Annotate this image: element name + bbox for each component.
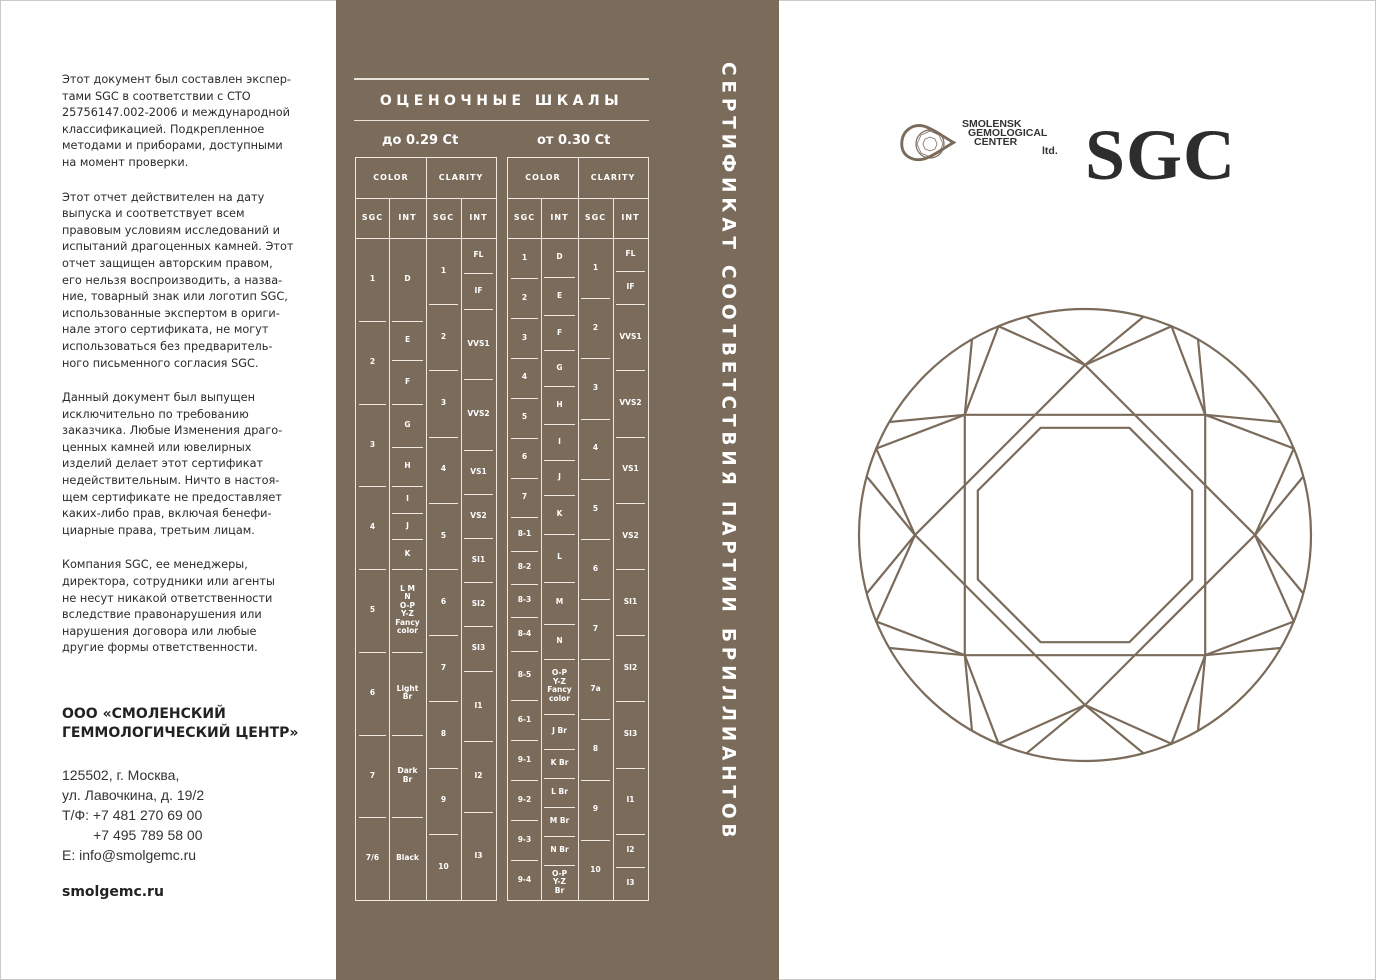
color-sgc-cell: 7 — [369, 770, 376, 780]
color-int-cell: J Br — [552, 726, 567, 736]
legal-text-column — [62, 72, 324, 675]
color-int-cell: L M N O-P Y-Z Fancy color — [395, 583, 420, 636]
color-int-cell: D — [556, 252, 563, 262]
color-header: COLOR — [525, 172, 561, 182]
upper-girdle-facet — [889, 648, 972, 731]
color-sgc-cell: 5 — [369, 605, 376, 615]
clarity-int-cell: VVS2 — [467, 409, 490, 419]
clarity-sgc-cell: 6 — [440, 596, 447, 606]
color-int-cell: I — [558, 436, 561, 446]
color-sgc-cell: 4 — [521, 372, 528, 382]
clarity-sgc-cell: 3 — [592, 383, 599, 393]
clarity-sgc-cell: 10 — [590, 864, 601, 874]
clarity-int-cell: VS2 — [622, 530, 639, 540]
color-sgc-cell: 9-3 — [517, 834, 532, 844]
heading-over-030ct: от 0.30 Ct — [537, 133, 611, 148]
color-sgc-cell: 7 — [521, 492, 528, 502]
clarity-int-cell: I1 — [626, 795, 635, 805]
legal-paragraph-1: Этот документ был составлен экспер- тами SGC в соответствии с СТО 25756147.002-2006 и международной классификацией. Подкрепленное методами и приборами, доступными на момент проверки. — [62, 73, 291, 169]
color-sgc-cell: 6 — [369, 687, 376, 697]
clarity-sgc-cell: 9 — [440, 795, 447, 805]
color-int-cell: O-P Y-Z Fancy color — [547, 668, 572, 703]
color-header: COLOR — [373, 172, 409, 182]
weight-headings — [354, 121, 649, 157]
color-int-cell: D — [404, 274, 411, 284]
logo-line-1: SMOLENSK — [962, 118, 1022, 130]
color-sgc-cell: 4 — [369, 522, 376, 532]
diamond-girdle-outline — [859, 309, 1311, 761]
clarity-sgc-cell: 3 — [440, 398, 447, 408]
bezel-facet-edge — [1205, 535, 1294, 655]
company-name: ООО «СМОЛЕНСКИЙ ГЕММОЛОГИЧЕСКИЙ ЦЕНТР» — [62, 706, 299, 741]
clarity-sgc-cell: 7 — [440, 663, 447, 673]
star-facet-square-a — [915, 365, 1255, 705]
color-int-cell: H — [556, 399, 563, 409]
clarity-int-cell: SI1 — [623, 596, 638, 606]
color-int-cell: G — [404, 419, 411, 429]
color-int-cell: N — [556, 636, 563, 646]
color-sgc-cell: 8-2 — [517, 562, 532, 572]
color-int-cell: K — [556, 509, 563, 519]
clarity-int-cell: VS1 — [622, 464, 639, 474]
color-sgc-cell: 3 — [521, 332, 528, 342]
color-int-cell: L Br — [551, 787, 568, 797]
clarity-int-cell: SI3 — [471, 643, 486, 653]
scales-title: ОЦЕНОЧНЫЕ ШКАЛЫ — [379, 93, 624, 109]
color-sgc-cell: 8-1 — [517, 528, 532, 538]
clarity-int-cell: FL — [473, 250, 484, 260]
grading-table-large — [507, 157, 649, 901]
clarity-int-cell: IF — [474, 285, 483, 295]
grading-table-small — [355, 157, 497, 901]
logo-line-2: GEMOLOGICAL — [968, 127, 1048, 139]
clarity-sgc-cell: 6 — [592, 563, 599, 573]
color-int-cell: J — [558, 472, 561, 482]
color-int-cell: F — [556, 327, 563, 337]
color-sgc-cell: 8-3 — [517, 595, 532, 605]
clarity-int-cell: VS2 — [470, 510, 487, 520]
color-int-cell: M — [555, 597, 564, 607]
color-sgc-cell: 2 — [369, 356, 376, 366]
round-brilliant-diamond-diagram — [855, 305, 1315, 765]
heading-under-029ct: до 0.29 Ct — [382, 133, 459, 148]
color-int-cell: J — [406, 520, 409, 530]
clarity-int-cell: SI1 — [471, 554, 486, 564]
bezel-facet-edge — [1085, 655, 1205, 744]
table-facet — [978, 428, 1192, 642]
color-int-cell: E — [404, 335, 411, 345]
color-int-cell: N Br — [550, 844, 569, 854]
int-subheader: INT — [398, 212, 417, 222]
clarity-sgc-cell: 7a — [590, 684, 601, 694]
clarity-header: CLARITY — [438, 172, 484, 182]
color-sgc-cell: 9-1 — [517, 755, 532, 765]
color-sgc-cell: 6 — [521, 452, 528, 462]
company-website: smolgemc.ru — [62, 884, 164, 900]
color-int-cell: O-P Y-Z Br — [551, 868, 568, 895]
clarity-sgc-cell: 5 — [440, 530, 447, 540]
upper-girdle-facet — [889, 339, 972, 422]
clarity-sgc-cell: 9 — [592, 804, 599, 814]
color-int-cell: Light Br — [396, 683, 419, 702]
bezel-facet-edge — [876, 535, 965, 655]
color-int-cell: G — [556, 362, 563, 372]
color-int-cell: H — [404, 461, 411, 471]
bezel-facet-edge — [965, 326, 1085, 415]
upper-girdle-facet — [867, 477, 915, 594]
upper-girdle-facet — [1198, 339, 1281, 422]
clarity-int-cell: VVS1 — [619, 332, 642, 342]
clarity-sgc-cell: 10 — [438, 861, 449, 871]
diamond-eye-logo-icon — [900, 110, 960, 190]
clarity-sgc-cell: 8 — [440, 729, 447, 739]
sgc-subheader: SGC — [432, 212, 455, 222]
logo-sgc: SGC — [1085, 115, 1237, 195]
logo-wordmark-small — [962, 118, 1058, 157]
color-int-cell: I — [406, 494, 409, 504]
star-facet-square-b — [965, 415, 1205, 655]
color-int-cell: F — [404, 376, 411, 386]
certificate-title-vertical — [708, 62, 748, 922]
clarity-int-cell: SI2 — [471, 599, 486, 609]
color-sgc-cell: 5 — [521, 412, 528, 422]
color-sgc-cell: 8-5 — [517, 670, 532, 680]
clarity-sgc-cell: 7 — [592, 623, 599, 633]
int-subheader: INT — [550, 212, 569, 222]
clarity-sgc-cell: 1 — [592, 262, 599, 272]
color-sgc-cell: 1 — [369, 274, 376, 284]
logo-line-4: ltd. — [1042, 145, 1058, 157]
upper-girdle-facet — [1255, 477, 1303, 594]
scales-header — [354, 78, 649, 157]
color-int-cell: L — [557, 552, 562, 562]
upper-girdle-facet — [1027, 705, 1144, 753]
clarity-int-cell: I1 — [474, 700, 483, 710]
color-sgc-cell: 3 — [369, 439, 376, 449]
color-int-cell: Black — [396, 853, 419, 863]
sgc-subheader: SGC — [513, 212, 536, 222]
color-sgc-cell: 9-2 — [517, 794, 532, 804]
clarity-int-cell: SI3 — [623, 729, 638, 739]
int-subheader: INT — [621, 212, 640, 222]
sgc-subheader: SGC — [361, 212, 384, 222]
clarity-int-cell: I3 — [626, 878, 635, 888]
clarity-sgc-cell: 4 — [592, 443, 599, 453]
color-int-cell: M Br — [549, 816, 570, 825]
bezel-facet-edge — [1085, 326, 1205, 415]
clarity-int-cell: I3 — [474, 850, 483, 860]
clarity-int-cell: I2 — [626, 845, 635, 855]
clarity-int-cell: VVS2 — [619, 398, 642, 408]
clarity-sgc-cell: 2 — [592, 323, 599, 332]
clarity-int-cell: VVS1 — [467, 338, 490, 348]
clarity-header: CLARITY — [590, 172, 636, 182]
color-sgc-cell: 1 — [521, 252, 528, 262]
sgc-logo — [900, 110, 1260, 200]
color-sgc-cell: 6-1 — [517, 715, 532, 725]
sgc-subheader: SGC — [584, 212, 607, 222]
legal-paragraph-2: Этот отчет действителен на дату выпуска и соответствует всем правовым условиям исследований и испытаний драгоценных камней. Этот отчет защищен авторским правом, его нельзя воспроизводить, а назва- ние, товарный знак или логотип SGC, использованные экспертом в ориги- нале этого сертификата, не могут использоваться без предваритель- ного письменного согласия SGC. — [62, 190, 294, 370]
clarity-int-cell: SI2 — [623, 663, 638, 673]
clarity-int-cell: IF — [626, 282, 635, 292]
color-int-cell: Dark Br — [397, 766, 418, 784]
clarity-sgc-cell: 8 — [592, 744, 599, 754]
clarity-sgc-cell: 4 — [440, 464, 447, 474]
color-int-cell: E — [556, 290, 563, 300]
company-address: 125502, г. Москва, ул. Лавочкина, д. 19/2 Т/Ф: +7 481 270 69 00 +7 495 789 58 00 E: info@smolgemc.ru — [62, 767, 205, 863]
clarity-sgc-cell: 2 — [440, 332, 447, 342]
upper-girdle-facet — [1198, 648, 1281, 731]
bezel-facet-edge — [1205, 415, 1294, 535]
certificate-title: СЕРТИФИКАТ СООТВЕТСТВИЯ ПАРТИИ БРИЛЛИАНТОВ — [717, 62, 739, 843]
int-subheader: INT — [469, 212, 488, 222]
clarity-int-cell: I2 — [474, 771, 483, 781]
color-int-cell: K — [404, 548, 411, 558]
color-sgc-cell: 7/6 — [365, 853, 380, 863]
clarity-sgc-cell: 5 — [592, 503, 599, 513]
color-sgc-cell: 2 — [521, 292, 528, 302]
clarity-int-cell: FL — [625, 249, 636, 259]
color-sgc-cell: 8-4 — [517, 628, 532, 638]
bezel-facet-edge — [876, 415, 965, 535]
logo-line-3: CENTER — [974, 136, 1018, 148]
color-sgc-cell: 9-4 — [517, 874, 532, 884]
upper-girdle-facet — [1027, 317, 1144, 365]
legal-paragraph-3: Данный документ был выпущен исключительно по требованию заказчика. Любые Изменения драго- ценных камней или ювелирных изделий делает этот сертификат недействительным. Ничто в настоя- щем сертификате не предоставляет каких-либо прав, включая бенефи- циарные права, третьим лицам. — [62, 391, 283, 537]
bezel-facet-edge — [965, 655, 1085, 744]
clarity-sgc-cell: 1 — [440, 265, 447, 275]
color-int-cell: K Br — [550, 758, 569, 768]
clarity-int-cell: VS1 — [470, 466, 487, 476]
legal-paragraph-4: Компания SGC, ее менеджеры, директора, сотрудники или агенты не несут никакой ответственности вследствие правонарушения или нарушения договора или любые другие формы ответственности. — [62, 558, 275, 655]
